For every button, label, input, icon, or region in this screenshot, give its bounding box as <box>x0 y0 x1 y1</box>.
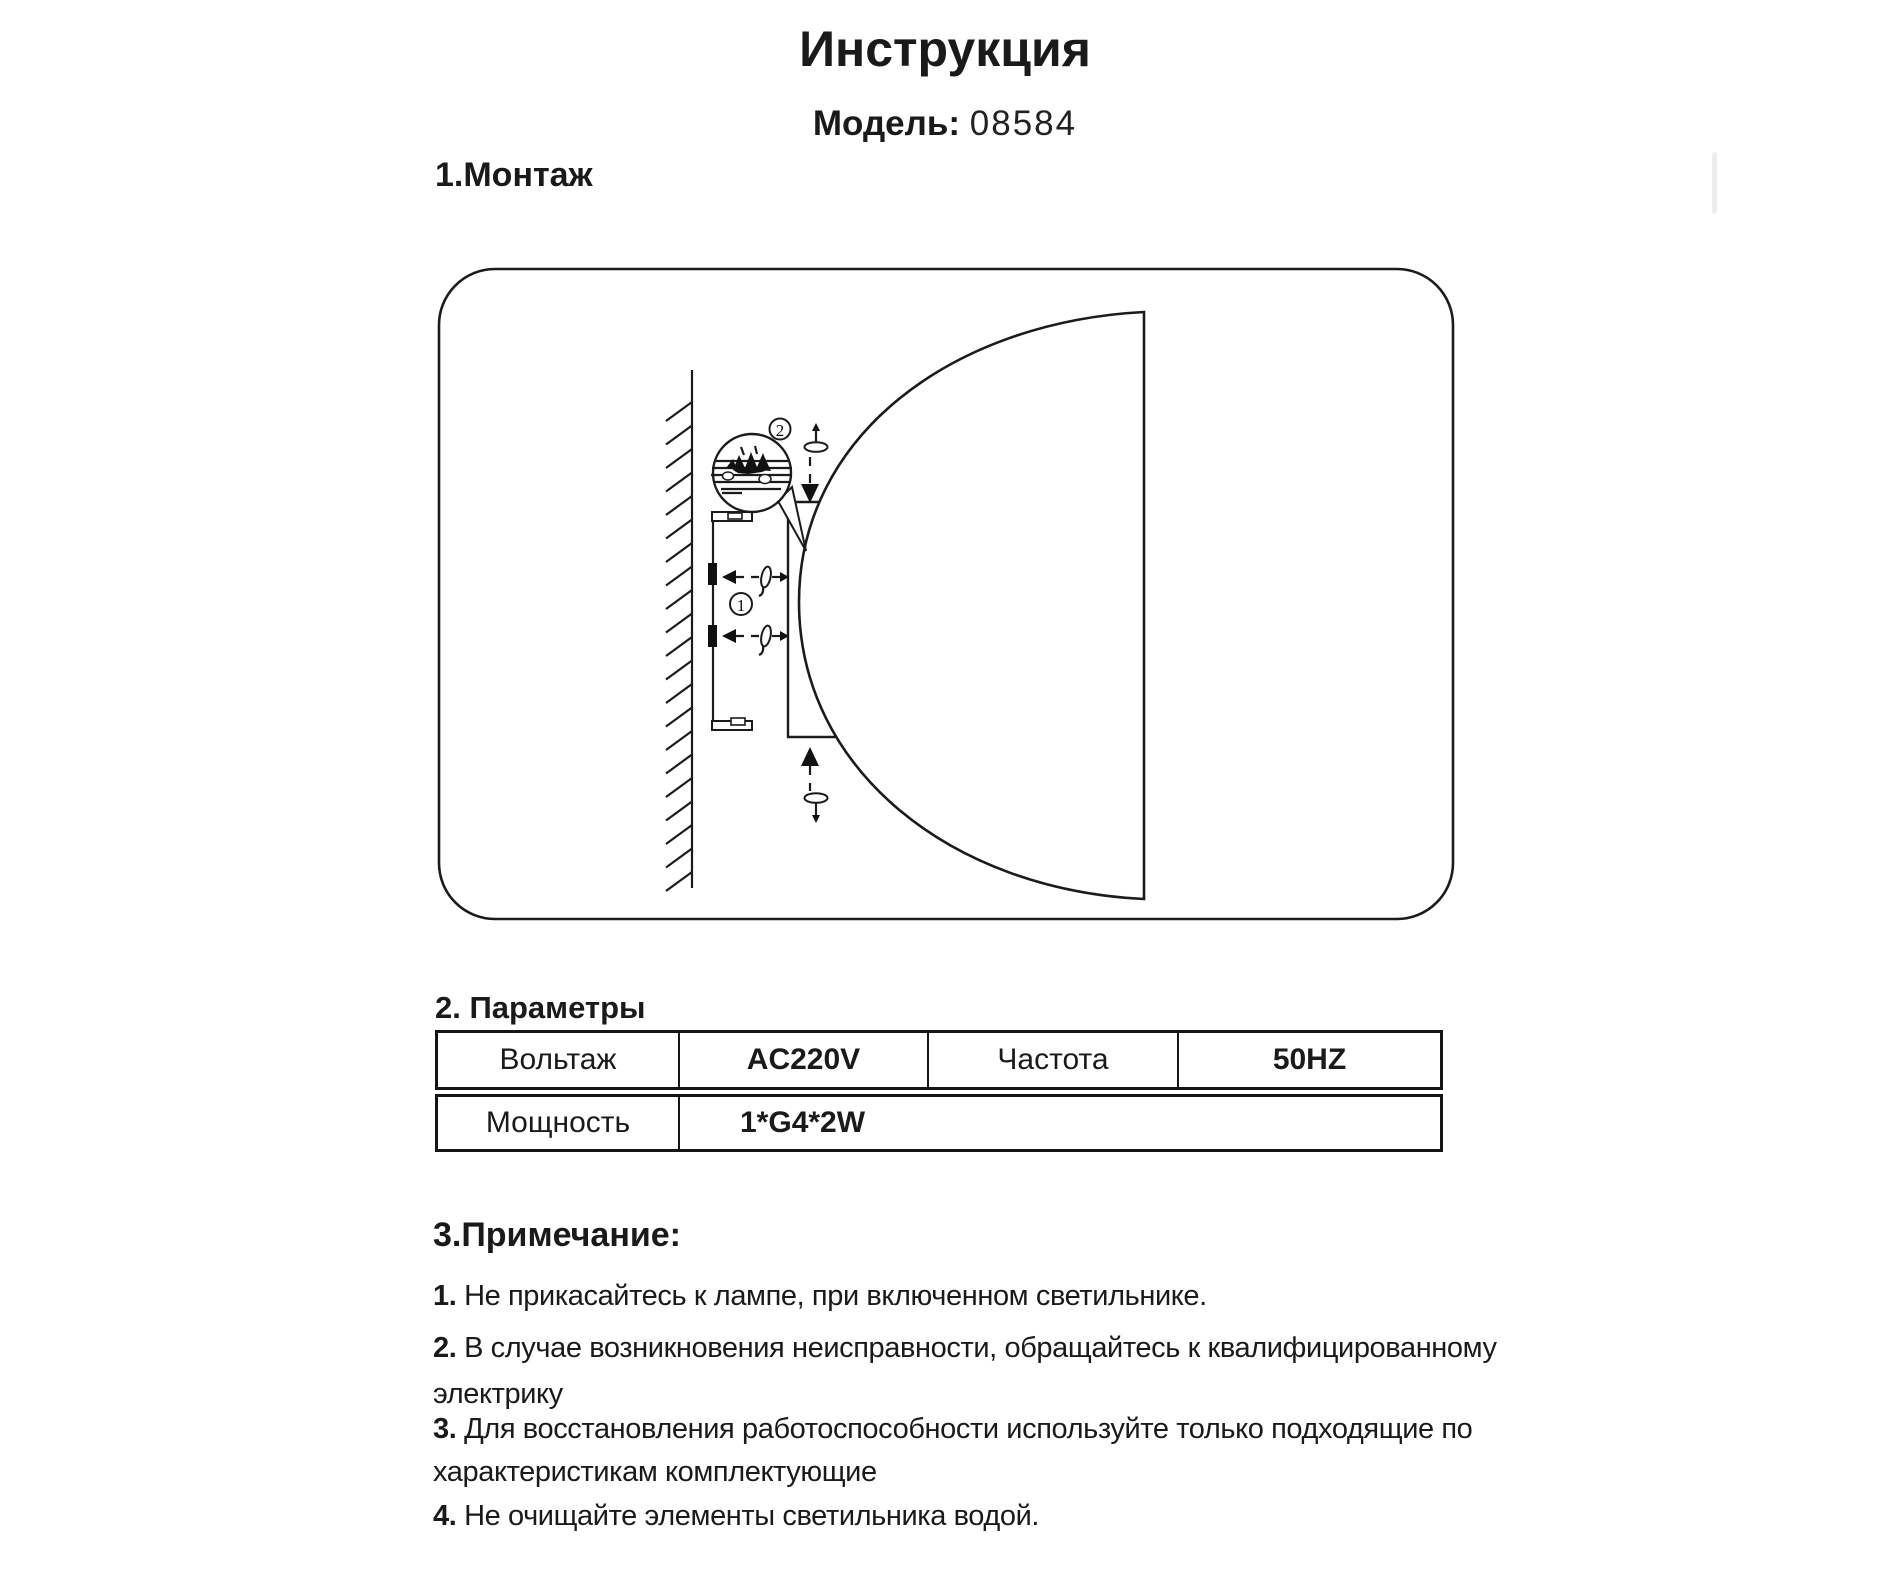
model-label: Модель: <box>812 104 961 143</box>
frequency-value-cell: 50HZ <box>1177 1033 1440 1087</box>
note-1 <box>433 1276 1207 1316</box>
note-2-number: 2. <box>433 1332 457 1364</box>
note-2 <box>433 1328 1497 1368</box>
note-1-text: Не прикасайтесь к лампе, при включенном светильнике. <box>464 1280 1207 1312</box>
wall-hatching <box>666 402 692 891</box>
note-2-continued <box>433 1374 563 1414</box>
screw-icon <box>759 625 772 647</box>
params-table <box>435 1030 1443 1152</box>
note-3-text: Для восстановления работоспособности используйте только подходящие по <box>464 1413 1473 1445</box>
svg-text:1: 1 <box>736 596 746 615</box>
params-table-row-2 <box>435 1094 1443 1152</box>
step-2-badge <box>770 419 791 441</box>
keyhole-slot <box>708 563 717 585</box>
svg-text:2: 2 <box>775 421 785 440</box>
top-screw-icon <box>805 423 828 452</box>
detail-balloon <box>711 434 806 551</box>
voltage-label-cell: Вольтаж <box>499 1043 617 1076</box>
power-label-cell: Мощность <box>485 1106 631 1139</box>
page-title: Инструкция <box>799 21 1091 77</box>
note-2-text-line2: электрику <box>433 1378 563 1410</box>
power-value-cell: 1*G4*2W <box>678 1097 1440 1149</box>
model-value: 08584 <box>969 104 1078 143</box>
frequency-label-cell: Частота <box>927 1033 1177 1087</box>
side-screw-arrow-upper <box>722 566 789 596</box>
note-4-number: 4. <box>433 1500 457 1532</box>
mounting-bracket <box>708 512 752 730</box>
section-heading-montage: 1.Монтаж <box>435 156 593 194</box>
note-3 <box>433 1409 1472 1449</box>
insert-up-arrow <box>801 747 819 791</box>
screw-icon <box>759 566 772 588</box>
note-4-text: Не очищайте элементы светильника водой. <box>464 1500 1040 1532</box>
insert-down-arrow <box>801 457 819 503</box>
keyhole-slot <box>708 625 717 647</box>
note-3-number: 3. <box>433 1413 457 1445</box>
note-2-text: В случае возникновения неисправности, обращайтесь к квалифицированному <box>464 1332 1497 1364</box>
note-4 <box>433 1496 1039 1536</box>
section-heading-params: 2. Параметры <box>435 990 646 1025</box>
bottom-screw-icon <box>805 793 828 823</box>
params-table-row-1 <box>435 1030 1443 1090</box>
lamp-dome <box>799 312 1144 899</box>
step-1-badge <box>730 593 752 615</box>
note-1-number: 1. <box>433 1280 457 1312</box>
note-3-continued <box>433 1452 877 1492</box>
section-heading-notes: 3.Примечание: <box>433 1216 681 1254</box>
side-screw-arrow-lower <box>722 625 789 655</box>
note-3-text-line2: характеристикам комплектующие <box>433 1456 877 1488</box>
voltage-value-cell: AC220V <box>678 1033 927 1087</box>
